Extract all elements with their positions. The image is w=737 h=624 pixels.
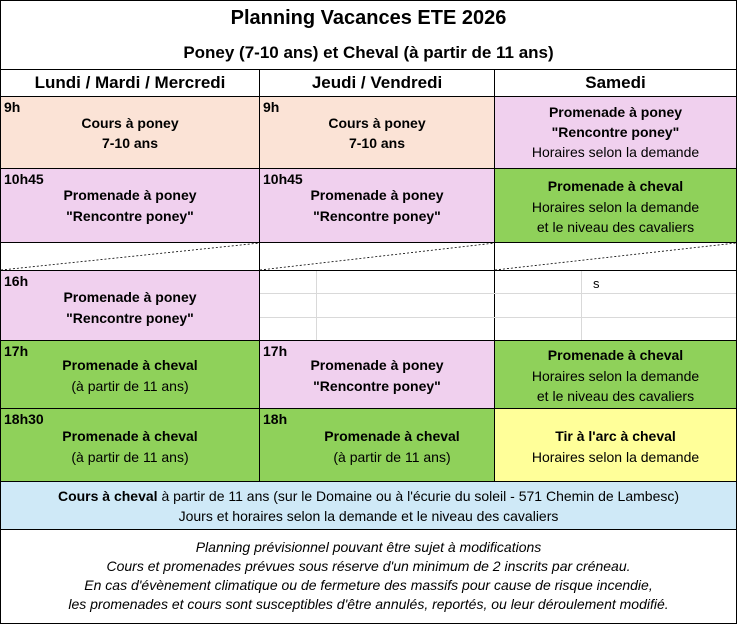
slot-samedi-1 bbox=[495, 97, 736, 169]
activity-detail: (à partir de 11 ans) bbox=[333, 449, 451, 465]
activity-detail: (à partir de 11 ans) bbox=[71, 378, 189, 394]
slot-lmm-10h45 bbox=[1, 169, 260, 243]
slot-time: 18h bbox=[263, 411, 288, 427]
gridline bbox=[581, 271, 582, 341]
slot-time: 9h bbox=[263, 99, 280, 115]
footer-note-1: Planning prévisionnel pouvant être sujet à modifications bbox=[195, 539, 542, 555]
activity-name: Promenade à poney bbox=[310, 187, 444, 203]
activity-name: Promenade à cheval bbox=[62, 357, 198, 373]
slot-time: 17h bbox=[263, 343, 288, 359]
slot-samedi-2 bbox=[495, 169, 736, 243]
slot-time: 9h bbox=[4, 99, 21, 115]
slot-time: 10h45 bbox=[263, 171, 303, 187]
slot-jv-9h bbox=[260, 97, 495, 169]
page-title: Planning Vacances ETE 2026 bbox=[230, 7, 507, 29]
activity-name: Tir à l'arc à cheval bbox=[555, 428, 676, 444]
slot-samedi-5 bbox=[495, 341, 736, 409]
activity-name: Promenade à poney bbox=[63, 289, 197, 305]
column-header-samedi: Samedi bbox=[495, 70, 736, 97]
footer-note-3: En cas d'évènement climatique ou de fermeture des massifs pour cause de risque incendie, bbox=[84, 577, 653, 593]
slot-lmm-9h bbox=[1, 97, 260, 169]
slot-time: 16h bbox=[4, 273, 29, 289]
break-cell-samedi bbox=[495, 243, 736, 271]
slot-jv-10h45 bbox=[260, 169, 495, 243]
activity-hours: Horaires selon la demande bbox=[531, 368, 700, 384]
activity-name: Promenade à poney bbox=[63, 187, 197, 203]
column-header-lundi-mardi-mercredi: Lundi / Mardi / Mercredi bbox=[1, 70, 260, 97]
activity-name: Cours à poney bbox=[81, 115, 179, 131]
column-divider bbox=[494, 271, 495, 341]
gridline bbox=[260, 293, 736, 294]
activity-level: et le niveau des cavaliers bbox=[536, 388, 695, 404]
cours-cheval-title: Cours à cheval bbox=[57, 488, 158, 504]
activity-name: Promenade à cheval bbox=[324, 428, 460, 444]
activity-name: Promenade à cheval bbox=[547, 347, 684, 363]
slot-jv-17h bbox=[260, 341, 495, 409]
slot-time: 17h bbox=[4, 343, 29, 359]
slot-time: 18h30 bbox=[4, 411, 44, 427]
break-cell-lmm bbox=[1, 243, 260, 271]
activity-hours: Horaires selon la demande bbox=[531, 449, 700, 465]
break-diagonal bbox=[260, 243, 495, 271]
slot-samedi-6 bbox=[495, 409, 736, 482]
slot-lmm-17h bbox=[1, 341, 260, 409]
empty-afternoon-block bbox=[260, 271, 736, 341]
cours-cheval-line2: Jours et horaires selon la demande et le niveau des cavaliers bbox=[178, 508, 559, 524]
activity-detail: 7-10 ans bbox=[348, 135, 406, 151]
activity-name: Promenade à poney bbox=[310, 357, 444, 373]
footer-note-2: Cours et promenades prévues sous réserve d'un minimum de 2 inscrits par créneau. bbox=[106, 558, 631, 574]
break-diagonal bbox=[1, 243, 260, 271]
slot-lmm-18h30 bbox=[1, 409, 260, 482]
activity-hours: Horaires selon la demande bbox=[531, 144, 700, 160]
slot-jv-18h bbox=[260, 409, 495, 482]
activity-detail: "Rencontre poney" bbox=[66, 208, 194, 224]
break-cell-jv bbox=[260, 243, 495, 271]
gridline bbox=[260, 317, 736, 318]
activity-name: Promenade à cheval bbox=[547, 178, 684, 194]
gridline bbox=[316, 271, 317, 341]
activity-detail: 7-10 ans bbox=[101, 135, 159, 151]
activity-detail: "Rencontre poney" bbox=[313, 378, 441, 394]
footer-note-4: les promenades et cours sont susceptibles d'être annulés, reportés, ou leur déroulement modifié. bbox=[68, 596, 669, 612]
activity-detail: "Rencontre poney" bbox=[66, 310, 194, 326]
slot-lmm-16h bbox=[1, 271, 260, 341]
activity-name: Promenade à cheval bbox=[62, 428, 198, 444]
cours-cheval-details: à partir de 11 ans (sur le Domaine ou à l'écurie du soleil - 571 Chemin de Lambesc) bbox=[157, 488, 680, 504]
activity-name: Cours à poney bbox=[328, 115, 426, 131]
break-diagonal bbox=[495, 243, 736, 271]
stray-text: s bbox=[593, 276, 600, 291]
activity-name: Promenade à poney bbox=[548, 104, 683, 120]
page-subtitle: Poney (7-10 ans) et Cheval (à partir de 11 ans) bbox=[183, 43, 554, 62]
activity-hours: Horaires selon la demande bbox=[531, 199, 700, 215]
activity-detail: "Rencontre poney" bbox=[551, 124, 680, 140]
activity-detail: "Rencontre poney" bbox=[313, 208, 441, 224]
activity-level: et le niveau des cavaliers bbox=[536, 219, 695, 235]
slot-time: 10h45 bbox=[4, 171, 44, 187]
column-header-jeudi-vendredi: Jeudi / Vendredi bbox=[260, 70, 495, 97]
cours-cheval-banner bbox=[1, 482, 736, 530]
activity-detail: (à partir de 11 ans) bbox=[71, 449, 189, 465]
cours-cheval-line1 bbox=[1, 486, 736, 506]
